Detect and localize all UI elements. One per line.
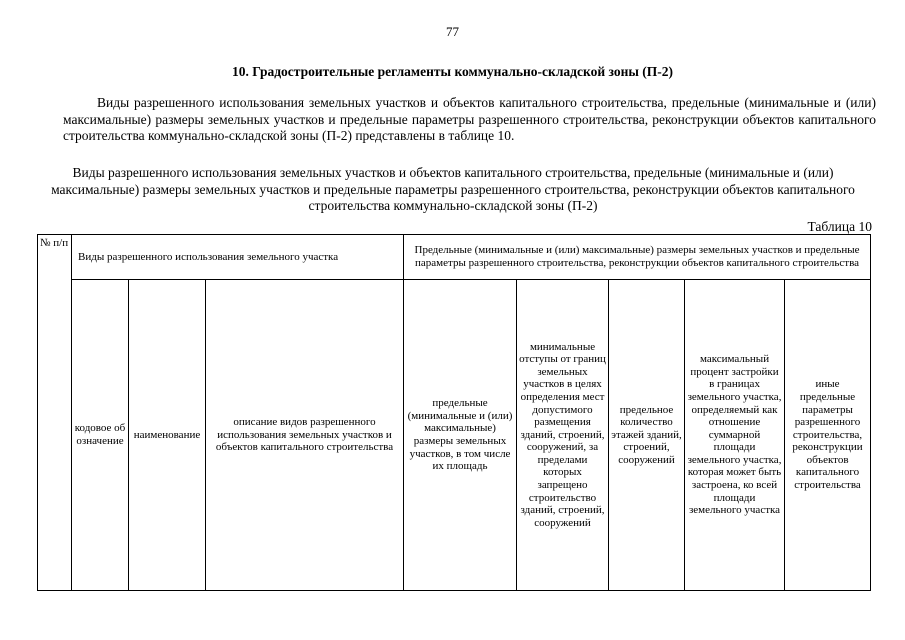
- header-setbacks: минимальные отступы от границ земельных участков в целях определения мест допустимого размещения зданий, строений, сооружений, за пределами которых запрещено строительство зданий, строений, сооружений: [517, 280, 609, 591]
- header-coverage: максимальный процент застройки в границах земельного участка, определяемый как отношение суммарной площади земельного участка, которая может быть застроена, ко всей площади земельного участка: [685, 280, 785, 591]
- page-number: 77: [446, 24, 459, 39]
- intro-paragraph: Виды разрешенного использования земельных участков и объектов капитального строительства, предельные (минимальные и (или) максимальные) размеры земельных участков и предельные параметры разрешенного строительства, реконструкции объектов капитального строительства коммунально-складской зоны (П-2) представлены в таблице 10.: [63, 95, 876, 143]
- table-caption: Виды разрешенного использования земельных участков и объектов капитального строительства, предельные (минимальные и (или) максимальные) размеры земельных участков и предельные параметры разрешенного строительства, реконструкции объектов капитального строительства коммунально-складской зоны (П-2): [51, 165, 855, 213]
- section-title: 10. Градостроительные регламенты коммунально-складской зоны (П-2): [231, 64, 674, 79]
- table-header-row: [38, 235, 871, 280]
- table-label: Таблица 10: [807, 219, 872, 234]
- header-group-use: Виды разрешенного использования земельного участка: [72, 235, 404, 280]
- header-plot-size: предельные (минимальные и (или) максимальные) размеры земельных участков, в том числе их площадь: [404, 280, 517, 591]
- header-group-limits: Предельные (минимальные и (или) максимальные) размеры земельных участков и предельные параметры разрешенного строительства, реконструкции объектов капитального строительства: [404, 235, 871, 280]
- regulations-table: [37, 234, 871, 591]
- header-floors: предельное количество этажей зданий, строений, сооружений: [609, 280, 685, 591]
- header-number: № п/п: [38, 235, 72, 591]
- header-code: кодовое обозначение: [72, 280, 129, 591]
- header-description: описание видов разрешенного использования земельных участков и объектов капитального строительства: [206, 280, 404, 591]
- header-other: иные предельные параметры разрешенного строительства, реконструкции объектов капитального строительства: [785, 280, 871, 591]
- table-subheader-row: [38, 280, 871, 591]
- header-name: наименование: [129, 280, 206, 591]
